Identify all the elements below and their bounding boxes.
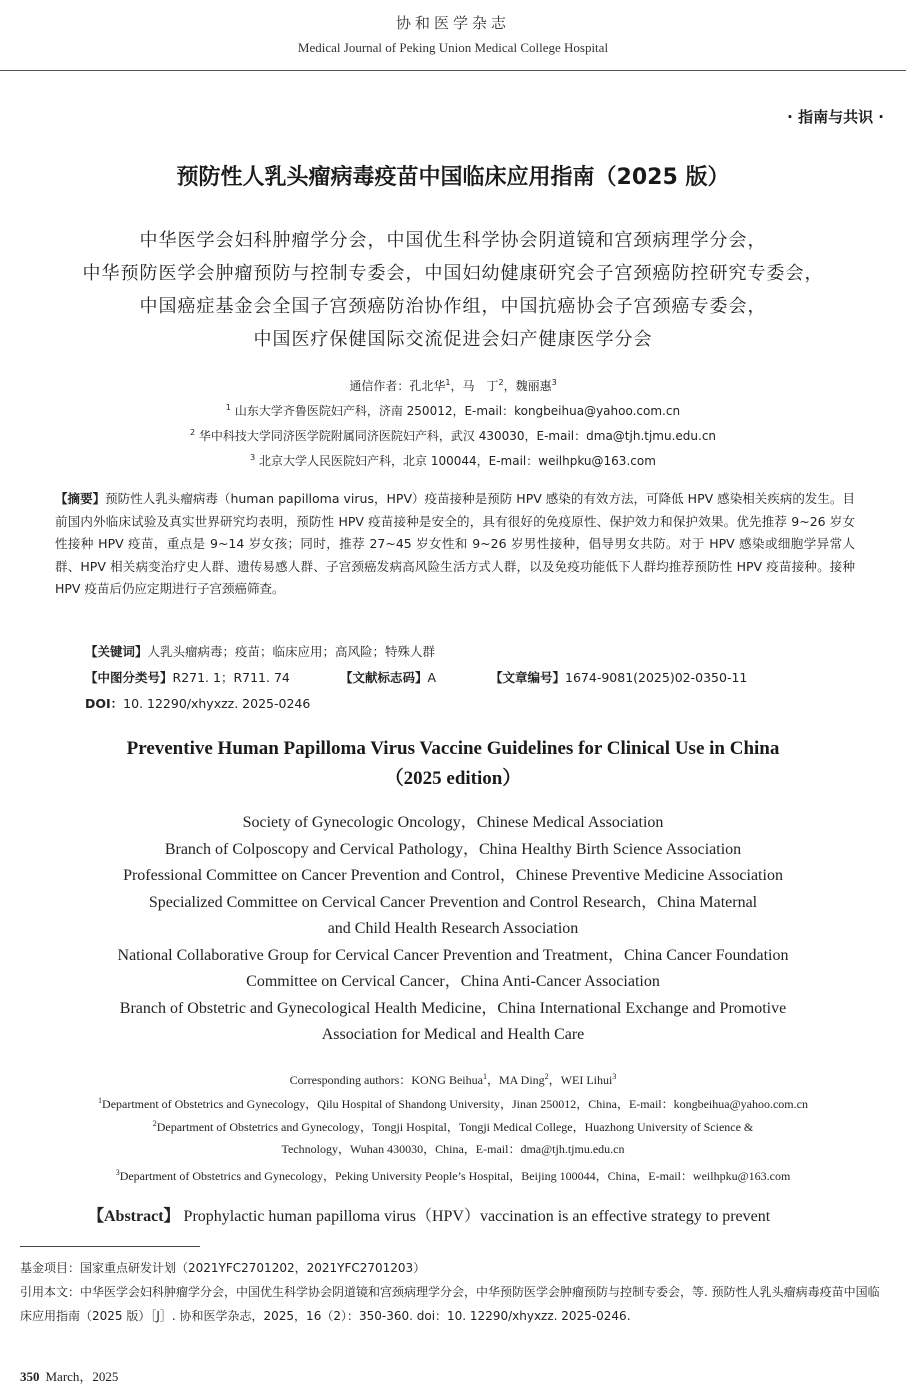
org-line: Committee on Cervical Cancer，China Anti-Cancer Association (246, 973, 660, 990)
org-line: 中国癌症基金会全国子宫颈癌防治协作组，中国抗癌协会子宫颈癌专委会， (139, 296, 767, 317)
clc-label: 【中图分类号】 (85, 670, 173, 685)
org-line: 中国医疗保健国际交流促进会妇产健康医学分会 (253, 329, 653, 350)
org-line: Specialized Committee on Cervical Cancer Prevention and Control Research，China Maternal (148, 893, 758, 911)
keywords (85, 642, 435, 660)
author-sup: 1 (482, 1072, 487, 1081)
doi-label: DOI： (85, 696, 124, 711)
affiliation-text: Department of Obstetrics and Gynecology，Tongji Hospital，Tongji Medical College，Huazhong University of Science & (156, 1120, 754, 1134)
affiliation-en (0, 1113, 906, 1160)
org-line: Branch of Colposcopy and Cervical Pathology，China Healthy Birth Science Association (164, 840, 742, 858)
org-line: Society of Gynecologic Oncology，Chinese Medical Association (242, 814, 664, 831)
org-line: 中华医学会妇科肿瘤学分会，中国优生科学协会阴道镜和宫颈病理学分会， (139, 230, 767, 251)
footnote-rule (20, 1246, 200, 1247)
author-name: 魏丽惠 (515, 379, 552, 393)
author-sup: 2 (498, 378, 504, 387)
affiliation-text: 华中科技大学同济医学院附属同济医院妇产科，武汉 430030，E-mail：dma@tjh.tjmu.edu.cn (198, 429, 717, 443)
funding-note: 基金项目：国家重点研发计划（2021YFC2701202，2021YFC2701203） (20, 1261, 426, 1275)
affiliation-number: 3 (250, 453, 256, 462)
header-rule (0, 70, 906, 71)
abstract-label: 【Abstract】 (88, 1208, 180, 1225)
affiliation-text: Department of Obstetrics and Gynecology，Qilu Hospital of Shandong University，Jinan 250012，China，E-mail：kongbeihua@yahoo.com.cn (102, 1097, 808, 1111)
page-footer (20, 1366, 118, 1385)
affiliation-cn (0, 452, 906, 469)
corr-label: 通信作者： (349, 379, 410, 393)
affiliation-cn (0, 427, 906, 444)
doc-code (340, 668, 436, 686)
affiliation-text: Department of Obstetrics and Gynecology，Peking University People’s Hospital，Beijing 100044，China，E-mail：weilhpku@163.com (119, 1169, 791, 1183)
column-tag: · 指南与共识 · (787, 108, 884, 126)
affiliation-number: 1 (98, 1096, 103, 1105)
org-line: Association for Medical and Health Care (321, 1026, 585, 1043)
article-title-en (0, 734, 906, 794)
author-sup: 3 (612, 1072, 617, 1081)
article-value: 1674-9081(2025)02-0350-11 (565, 670, 748, 685)
article-title-cn: 预防性人乳头瘤病毒疫苗中国临床应用指南（2025 版） (176, 165, 730, 190)
affiliation-en (0, 1090, 906, 1115)
author-sup: 1 (445, 378, 451, 387)
doi (85, 694, 310, 712)
affiliation-number: 2 (189, 428, 196, 437)
affiliation-text: 北京大学人民医院妇产科，北京 100044，E-mail：weilhpku@163.com (259, 454, 656, 468)
author-sup: 2 (544, 1072, 549, 1081)
affiliation-number: 3 (115, 1168, 120, 1177)
classification-line (85, 668, 845, 688)
author-organizations-en (0, 810, 906, 1049)
affiliation-number: 1 (225, 403, 232, 412)
keywords-label: 【关键词】 (85, 644, 148, 659)
abstract-cn (55, 488, 855, 601)
title-en-line: Preventive Human Papilloma Virus Vaccine Guidelines for Clinical Use in China (126, 738, 780, 759)
author-name: 孔北华 (409, 379, 446, 393)
abstract-en (88, 1203, 868, 1226)
affiliation-text: 山东大学齐鲁医院妇产科，济南 250012，E-mail：kongbeihua@yahoo.com.cn (234, 404, 681, 418)
article-number (490, 668, 747, 686)
author-name: WEI Lihui (560, 1073, 613, 1087)
citation-note: 引用本文：中华医学会妇科肿瘤学分会，中国优生科学协会阴道镜和宫颈病理学分会，中华预防医学会肿瘤预防与控制专委会，等. 预防性人乳头瘤病毒疫苗中国临床应用指南（2025 版）［J］. 协和医学杂志，2025，16（2）：350-360. doi：10. 12290/xhyxzz. 2025-0246. (20, 1285, 880, 1323)
affiliation-en (0, 1162, 906, 1187)
author-sup: 3 (551, 378, 557, 387)
corr-label: Corresponding authors： (289, 1073, 412, 1087)
org-line: and Child Health Research Association (327, 920, 579, 937)
title-en-line: （2025 edition） (384, 768, 522, 789)
journal-title-cn: 协和医学杂志 (395, 14, 510, 32)
author-organizations-cn (0, 224, 906, 356)
affiliation-cn (0, 402, 906, 419)
affiliation-line (0, 1113, 906, 1138)
abstract-text: Prophylactic human papilloma virus（HPV）vaccination is an effective strategy to prevent (183, 1208, 771, 1225)
issue-date: March，2025 (45, 1369, 119, 1384)
keywords-text: 人乳头瘤病毒；疫苗；临床应用；高风险；特殊人群 (147, 644, 436, 659)
clc-value: R271. 1；R711. 74 (172, 670, 290, 685)
article-label: 【文章编号】 (490, 670, 566, 685)
org-line: 中华预防医学会肿瘤预防与控制专委会，中国妇幼健康研究会子宫颈癌防控研究专委会， (82, 263, 824, 284)
author-name: KONG Beihua (411, 1073, 483, 1087)
corresponding-authors-cn: 通信作者：孔北华$^1$，马 丁$^2$，魏丽惠$^3$ (349, 378, 557, 393)
affiliation-line: Technology，Wuhan 430030，China，E-mail：dma@tjh.tjmu.edu.cn (281, 1142, 625, 1156)
abstract-label: 【摘要】 (55, 491, 106, 506)
doi-value[interactable]: 10. 12290/xhyxzz. 2025-0246 (123, 696, 311, 711)
author-name: MA Ding (498, 1073, 545, 1087)
doc-value: A (427, 670, 437, 685)
corresponding-authors-en: Corresponding authors：KONG Beihua$^1$，MA Ding$^2$，WEI Lihui$^3$ (289, 1072, 617, 1087)
org-line: National Collaborative Group for Cervical Cancer Prevention and Treatment，China Cancer Foundation (117, 946, 789, 964)
affiliation-number: 2 (152, 1119, 157, 1128)
page-number: 350 (20, 1369, 40, 1384)
journal-title-en: Medical Journal of Peking Union Medical College Hospital (297, 40, 609, 55)
abstract-text: 预防性人乳头瘤病毒（human papilloma virus，HPV）疫苗接种是预防 HPV 感染的有效方法，可降低 HPV 感染相关疾病的发生。目前国内外临床试验及真实世界研究均表明，预防性 HPV 疫苗接种是安全的，具有很好的免疫原性、保护效力和保护效果。优先推荐 9~26 岁女性接种 HPV 疫苗，重点是 9~14 岁女孩；同时，推荐 27~45 岁女性和 9~26 岁男性接种，倡导男女共防。对于 HPV 感染或细胞学异常人群、HPV 相关病变治疗史人群、遗传易感人群、子宫颈癌发病高风险生活方式人群，以及免疫功能低下人群均推荐预防性 HPV 疫苗接种。接种 HPV 疫苗后仍应定期进行子宫颈癌筛查。 (55, 491, 855, 596)
clc-code (85, 668, 290, 686)
org-line: Branch of Obstetric and Gynecological Health Medicine，China International Exchange and Promotive (119, 999, 787, 1017)
author-name: 马 丁 (462, 379, 499, 393)
doc-label: 【文献标志码】 (340, 670, 428, 685)
org-line: Professional Committee on Cancer Prevention and Control，Chinese Preventive Medicine Association (123, 867, 783, 884)
